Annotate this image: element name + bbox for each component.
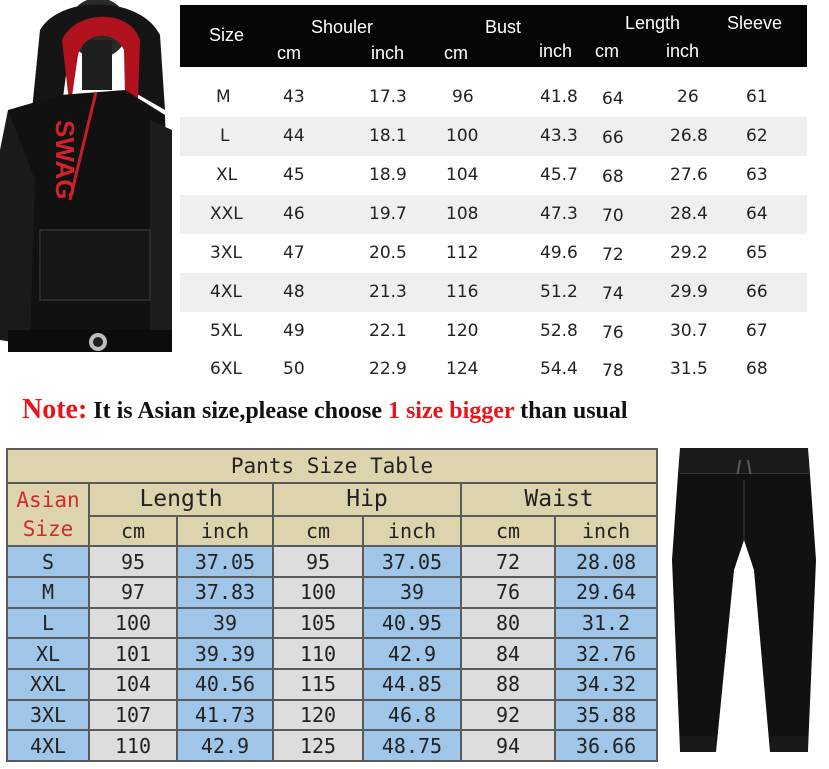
cell-size: 6XL [210,359,242,379]
cell-hip-cm: 120 [273,700,363,731]
cell-bust-in: 45.7 [540,165,578,185]
cell-shoulder-in: 22.1 [369,321,407,341]
cell-bust-cm: 120 [446,321,479,341]
cell-sleeve: 64 [746,204,768,224]
cell-length-cm: 95 [89,546,177,577]
header-length-inch: inch [666,41,700,61]
cell-waist-in: 35.88 [555,700,657,731]
cell-waist-in: 28.08 [555,546,657,577]
cell-bust-in: 51.2 [540,282,578,302]
note-highlight: 1 size bigger [387,398,515,424]
asian-size-line2: Size [22,516,74,541]
unit-cm: cm [461,516,555,547]
cell-length-cm: 107 [89,700,177,731]
cell-sleeve: 68 [746,359,768,379]
cell-length-cm: 78 [602,361,624,381]
header-sleeve: Sleeve [727,13,783,33]
header-length: Length [625,13,681,33]
cell-bust-in: 41.8 [540,87,578,107]
pants-waist-header: Waist [461,483,657,516]
cell-length-in: 37.83 [177,577,273,608]
cell-shoulder-cm: 47 [283,243,305,263]
asian-size-header [7,483,89,546]
cell-waist-cm: 88 [461,669,555,700]
cell-length-in: 27.6 [670,165,708,185]
cell-hip-in: 46.8 [363,700,461,731]
cell-length-cm: 68 [602,167,624,187]
cell-bust-cm: 124 [446,359,479,379]
cell-waist-cm: 76 [461,577,555,608]
cell-waist-cm: 80 [461,608,555,639]
cell-waist-in: 32.76 [555,638,657,669]
unit-inch: inch [177,516,273,547]
cell-hip-in: 39 [363,577,461,608]
table-row [7,608,657,639]
cell-length-in: 42.9 [177,730,273,761]
cell-sleeve: 67 [746,321,768,341]
table-row [180,350,807,389]
pants-size-table [6,448,658,762]
cell-bust-in: 49.6 [540,243,578,263]
cell-size: M [7,577,89,608]
cell-hip-in: 37.05 [363,546,461,577]
cell-sleeve: 61 [746,87,768,107]
cell-shoulder-in: 18.1 [369,126,407,146]
header-bust-inch: inch [539,41,573,61]
table-row [180,156,807,195]
table-row [7,700,657,731]
cell-bust-in: 43.3 [540,126,578,146]
cell-hip-cm: 95 [273,546,363,577]
cell-waist-cm: 84 [461,638,555,669]
cell-bust-in: 47.3 [540,204,578,224]
cell-size: S [7,546,89,577]
cell-size: XXL [7,669,89,700]
header-length-cm: cm [595,41,619,61]
table-row [7,638,657,669]
unit-cm: cm [89,516,177,547]
cell-waist-cm: 72 [461,546,555,577]
cell-length-in: 41.73 [177,700,273,731]
top-table-header [180,5,807,67]
cell-bust-cm: 104 [446,165,479,185]
cell-bust-cm: 108 [446,204,479,224]
cell-length-cm: 100 [89,608,177,639]
table-row [180,117,807,156]
cell-size: L [7,608,89,639]
cell-size: 3XL [7,700,89,731]
cell-waist-in: 29.64 [555,577,657,608]
table-row [7,669,657,700]
table-row [7,577,657,608]
cell-size: 5XL [210,321,242,341]
cell-hip-in: 48.75 [363,730,461,761]
table-row [180,312,807,351]
pants-unit-row [7,516,657,547]
unit-inch: inch [555,516,657,547]
table-row [7,730,657,761]
header-shoulder: Shouler [311,17,374,37]
cell-shoulder-cm: 49 [283,321,305,341]
cell-waist-cm: 94 [461,730,555,761]
cell-hip-cm: 100 [273,577,363,608]
cell-hip-cm: 125 [273,730,363,761]
asian-size-line1: Asian [16,487,80,512]
cell-shoulder-in: 18.9 [369,165,407,185]
cell-waist-in: 36.66 [555,730,657,761]
pants-group-row [7,483,657,516]
cell-length-cm: 74 [602,284,624,304]
cell-length-cm: 72 [602,245,624,265]
cell-shoulder-cm: 45 [283,165,305,185]
cell-length-in: 30.7 [670,321,708,341]
cell-size: XXL [210,204,243,224]
cell-bust-in: 52.8 [540,321,578,341]
pants-title-row [7,449,657,483]
header-size: Size [209,25,245,45]
cell-shoulder-cm: 50 [283,359,305,379]
cell-sleeve: 62 [746,126,768,146]
note-text-before: It is Asian size,please choose [87,398,388,424]
cell-length-in: 26 [677,87,699,107]
cell-length-cm: 64 [602,89,624,109]
note-text-after: than usual [514,398,628,424]
pants-photo [658,440,824,766]
table-row [180,78,807,117]
cell-length-cm: 66 [602,128,624,148]
header-bust: Bust [485,17,522,37]
cell-bust-cm: 116 [446,282,479,302]
cell-length-in: 37.05 [177,546,273,577]
unit-inch: inch [363,516,461,547]
cell-length-in: 40.56 [177,669,273,700]
cell-waist-in: 34.32 [555,669,657,700]
table-row [180,234,807,273]
cell-hip-in: 40.95 [363,608,461,639]
note-label: Note: [22,394,88,425]
cell-hip-cm: 115 [273,669,363,700]
cell-sleeve: 66 [746,282,768,302]
cell-length-in: 29.9 [670,282,708,302]
cell-bust-cm: 112 [446,243,479,263]
cell-shoulder-cm: 43 [283,87,305,107]
cell-shoulder-cm: 44 [283,126,305,146]
cell-length-in: 26.8 [670,126,708,146]
cell-length-in: 39 [177,608,273,639]
cell-length-cm: 70 [602,206,624,226]
table-row [180,195,807,234]
header-bust-cm: cm [444,43,468,63]
cell-hip-cm: 110 [273,638,363,669]
pants-length-header: Length [89,483,273,516]
table-row [180,273,807,312]
hoodie-photo [0,0,172,360]
cell-size: XL [216,165,238,185]
cell-length-cm: 104 [89,669,177,700]
cell-sleeve: 65 [746,243,768,263]
pants-table-title: Pants Size Table [7,449,657,483]
cell-length-in: 31.5 [670,359,708,379]
cell-shoulder-in: 22.9 [369,359,407,379]
cell-shoulder-in: 17.3 [369,87,407,107]
cell-bust-cm: 96 [452,87,474,107]
cell-bust-in: 54.4 [540,359,578,379]
cell-size: M [216,87,231,107]
cell-length-cm: 110 [89,730,177,761]
cell-hip-in: 44.85 [363,669,461,700]
cell-length-in: 39.39 [177,638,273,669]
cell-shoulder-in: 21.3 [369,282,407,302]
pants-hip-header: Hip [273,483,461,516]
table-row [7,546,657,577]
unit-cm: cm [273,516,363,547]
cell-length-in: 28.4 [670,204,708,224]
cell-bust-cm: 100 [446,126,479,146]
cell-length-in: 29.2 [670,243,708,263]
cell-length-cm: 97 [89,577,177,608]
header-shoulder-cm: cm [277,43,301,63]
cell-size: 3XL [210,243,242,263]
cell-size: L [220,126,230,146]
cell-shoulder-in: 19.7 [369,204,407,224]
header-shoulder-inch: inch [371,43,405,63]
cell-shoulder-cm: 48 [283,282,305,302]
size-note [22,394,628,426]
hoodie-print-text: SWAG [50,120,80,200]
cell-shoulder-in: 20.5 [369,243,407,263]
cell-size: 4XL [7,730,89,761]
cell-size: 4XL [210,282,242,302]
cell-hip-in: 42.9 [363,638,461,669]
cell-hip-cm: 105 [273,608,363,639]
cell-sleeve: 63 [746,165,768,185]
cell-waist-cm: 92 [461,700,555,731]
cell-length-cm: 76 [602,323,624,343]
cell-shoulder-cm: 46 [283,204,305,224]
cell-waist-in: 31.2 [555,608,657,639]
cell-length-cm: 101 [89,638,177,669]
cell-size: XL [7,638,89,669]
